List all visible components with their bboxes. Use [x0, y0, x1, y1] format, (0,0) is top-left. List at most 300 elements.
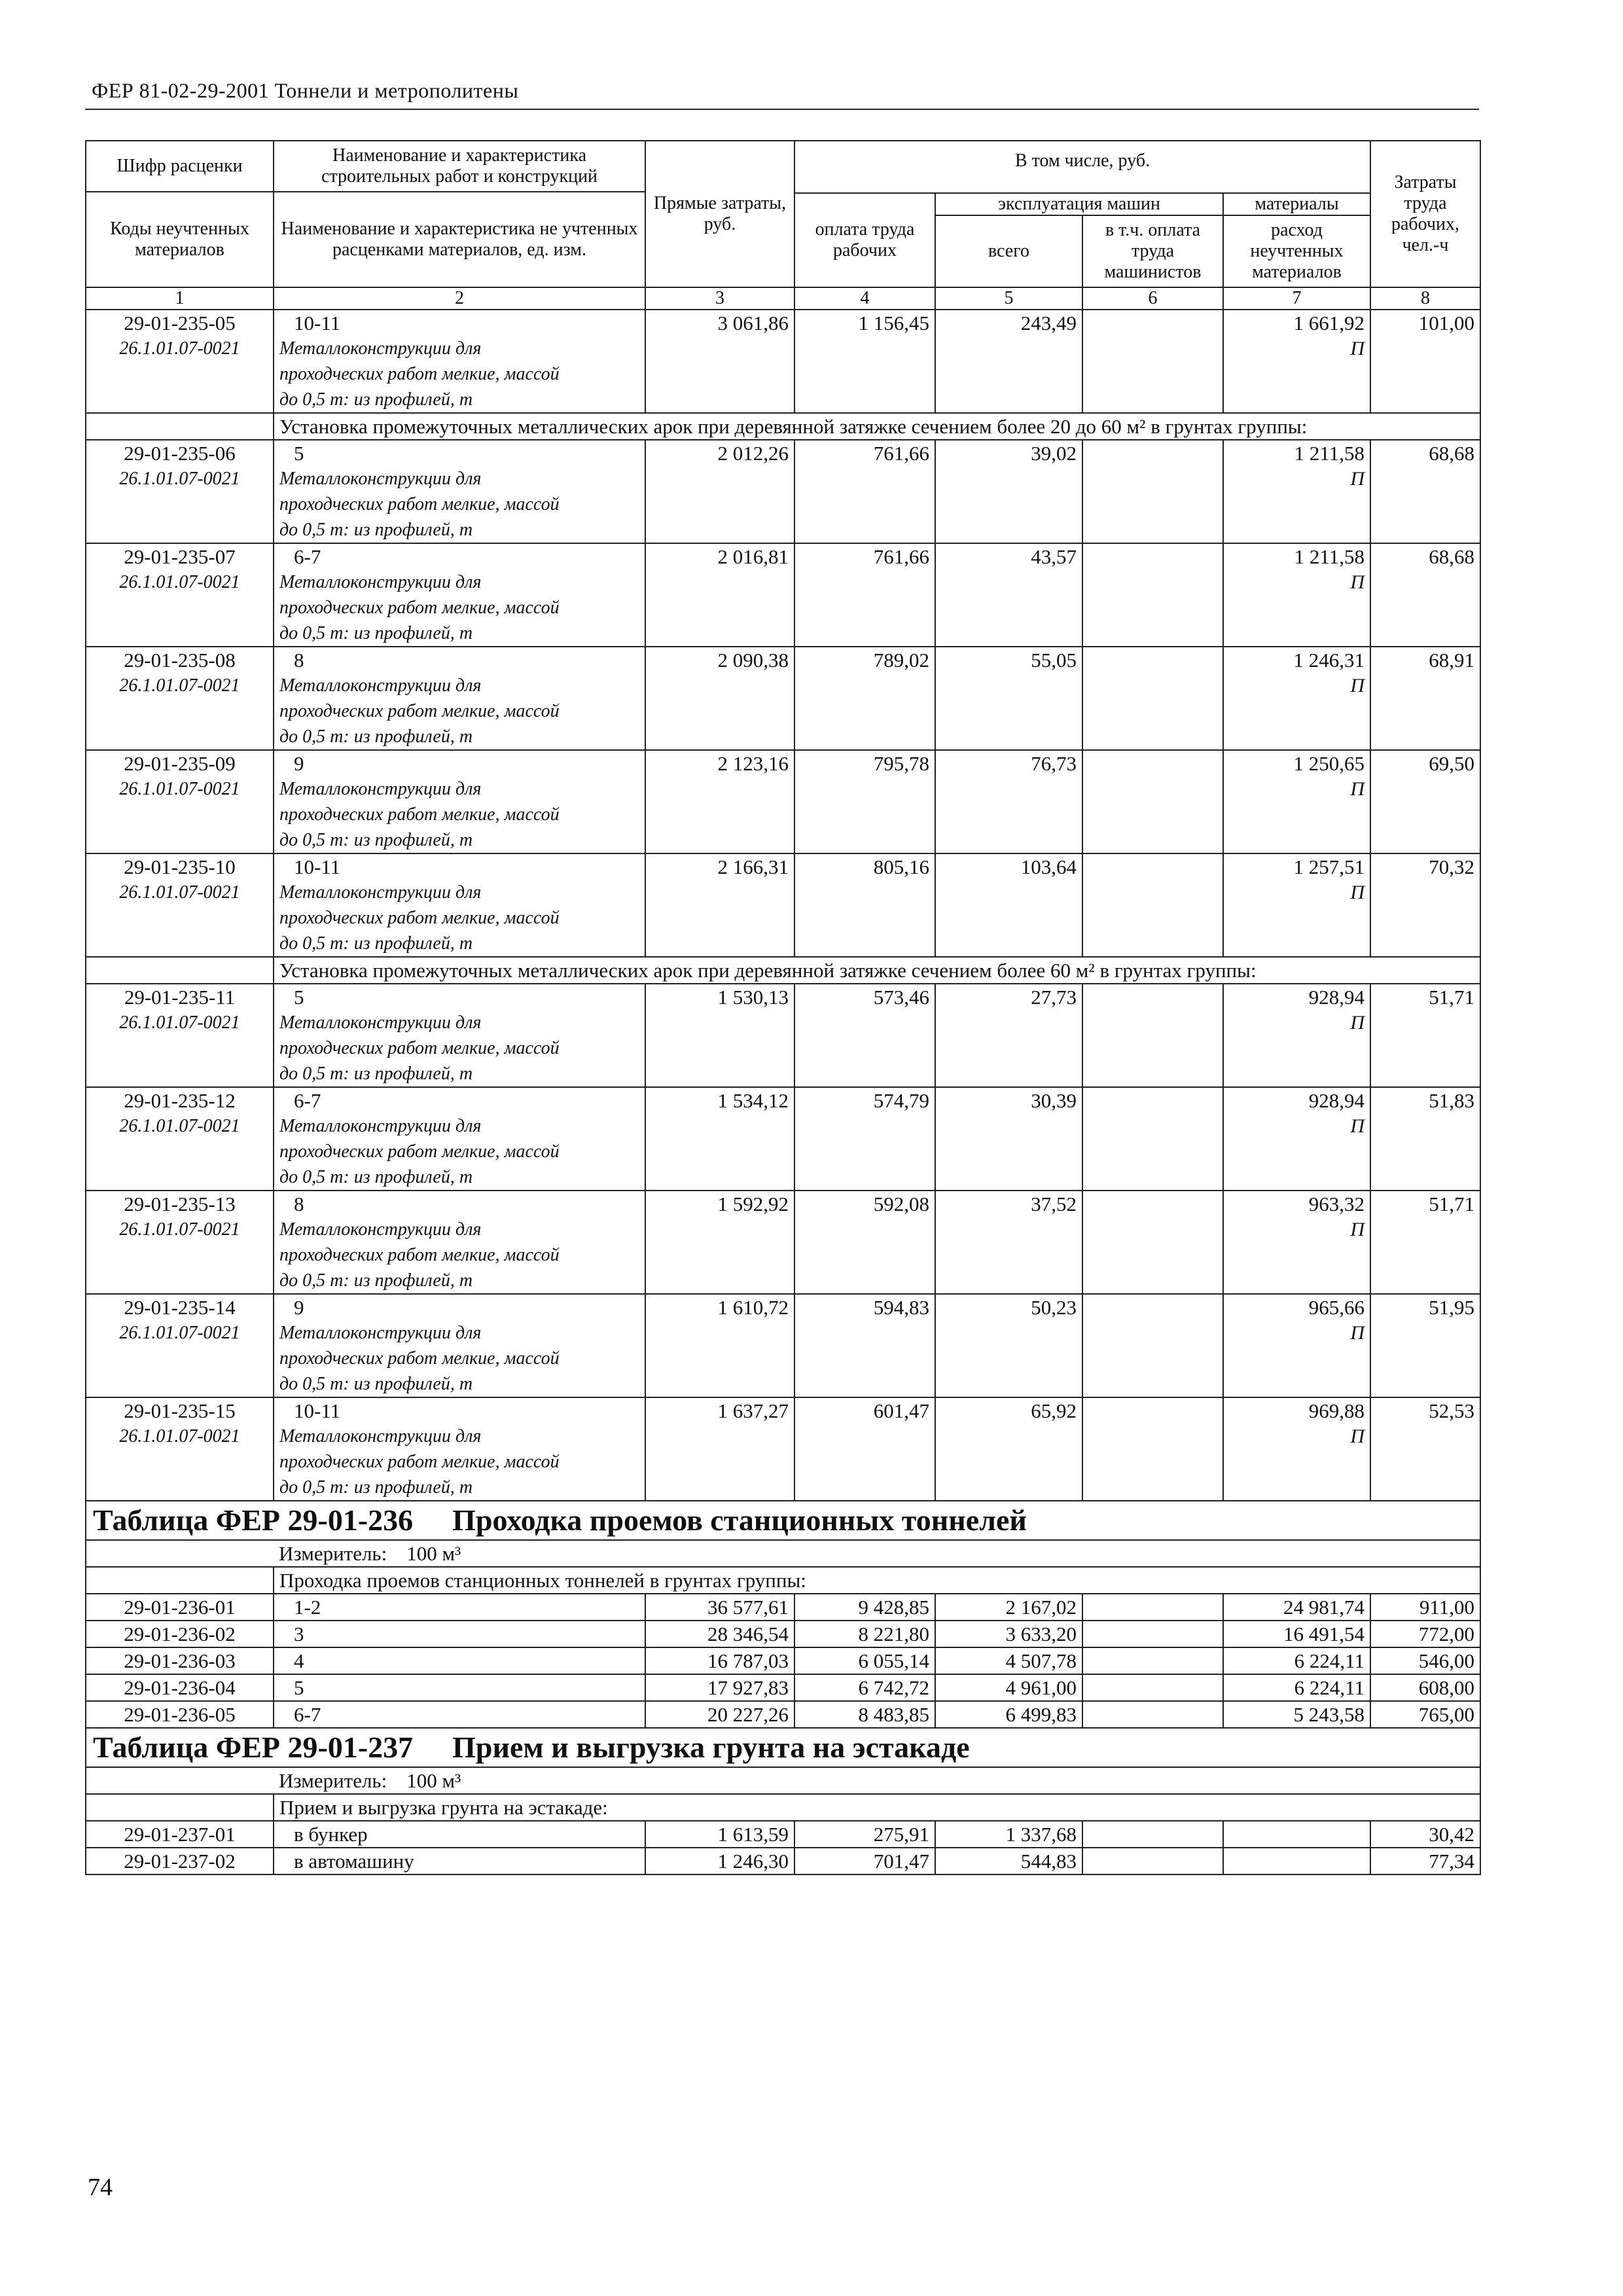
cell-hours: 68,91 [1370, 647, 1480, 750]
rate-code-cell [86, 440, 274, 543]
rates-table [85, 140, 1481, 1875]
rate-name: 4 [294, 1649, 304, 1672]
cell-direct: 1 246,30 [645, 1848, 794, 1874]
cell-mach_lab [1082, 1594, 1223, 1621]
rate-name-cell [274, 1674, 645, 1701]
cell-direct: 1 637,27 [645, 1397, 794, 1501]
rate-code-cell [86, 750, 274, 853]
cell-labor: 761,66 [794, 543, 935, 647]
cell-hours: 70,32 [1370, 853, 1480, 957]
cell-labor: 789,02 [794, 647, 935, 750]
mat-value: 16 491,54 [1283, 1623, 1365, 1645]
rate-code: 29-01-235-09 [124, 752, 236, 775]
cell-hours: 68,68 [1370, 543, 1480, 647]
col-num: 5 [935, 287, 1082, 310]
cell-mat [1223, 1594, 1370, 1621]
meter-value: 100 м³ [406, 1542, 461, 1565]
col-matcode-header: Коды неучтенных материалов [86, 192, 274, 287]
cell-mat [1223, 1621, 1370, 1647]
cell-mach: 243,49 [935, 310, 1082, 413]
col-num: 3 [645, 287, 794, 310]
cell-direct: 36 577,61 [645, 1594, 794, 1621]
section-heading: Установка промежуточных металлических арок при деревянной затяжке сечением более 60 м² в грунтах группы: [274, 957, 1480, 984]
cell-mach: 65,92 [935, 1397, 1082, 1501]
cell-direct: 2 012,26 [645, 440, 794, 543]
table-row [86, 984, 1480, 1087]
rate-code-cell [86, 543, 274, 647]
material-code: 26.1.01.07-0021 [119, 1426, 240, 1446]
cell-labor: 6 055,14 [794, 1647, 935, 1674]
col-name-header: Наименование и характеристика строительных работ и конструкций [274, 141, 645, 192]
meter-value: 100 м³ [406, 1769, 461, 1792]
material-name-line: Металлоконструкции для [279, 1116, 482, 1136]
cell-labor: 761,66 [794, 440, 935, 543]
cell-mat [1223, 1191, 1370, 1294]
rate-code-cell [86, 310, 274, 413]
cell-hours: 911,00 [1370, 1594, 1480, 1621]
rate-code: 29-01-235-06 [124, 442, 236, 465]
cell-mach: 39,02 [935, 440, 1082, 543]
cell-hours: 69,50 [1370, 750, 1480, 853]
table-row [86, 853, 1480, 957]
material-name-line: проходческих работ мелкие, массой [279, 804, 560, 825]
rate-name: 5 [294, 986, 304, 1009]
rate-name-cell [274, 310, 645, 413]
cell-mat [1223, 647, 1370, 750]
meter-cell [274, 1540, 1480, 1567]
col-num: 2 [274, 287, 645, 310]
material-name-line: Металлоконструкции для [279, 572, 482, 592]
cell-mat [1223, 1674, 1370, 1701]
material-code: 26.1.01.07-0021 [119, 469, 240, 489]
p-mark: П [1350, 675, 1365, 696]
material-name-line: проходческих работ мелкие, массой [279, 598, 560, 618]
cell-mach_lab [1082, 1087, 1223, 1191]
rate-name: 5 [294, 442, 304, 465]
material-name-line: проходческих работ мелкие, массой [279, 1245, 560, 1265]
rate-name-cell [274, 1621, 645, 1647]
cell-mach_lab [1082, 853, 1223, 957]
mat-value: 963,32 [1308, 1193, 1365, 1215]
cell-mach_lab [1082, 1397, 1223, 1501]
rate-code: 29-01-235-11 [124, 986, 236, 1009]
meter-spacer [86, 1540, 274, 1567]
col-num: 1 [86, 287, 274, 310]
rate-name-cell [274, 984, 645, 1087]
rate-name: 1-2 [294, 1596, 321, 1619]
rate-code-cell [86, 1294, 274, 1397]
section-row [86, 1794, 1480, 1821]
header-rule [85, 109, 1479, 110]
cell-labor: 8 221,80 [794, 1621, 935, 1647]
material-name-line: Металлоконструкции для [279, 338, 482, 359]
rate-code: 29-01-235-10 [124, 855, 236, 878]
cell-mach: 30,39 [935, 1087, 1082, 1191]
table-title: Прием и выгрузка грунта на эстакаде [452, 1731, 970, 1764]
cell-mach_lab [1082, 1621, 1223, 1647]
rate-code: 29-01-235-12 [124, 1089, 236, 1112]
table-title-row [86, 1728, 1480, 1767]
rate-code: 29-01-235-05 [124, 312, 236, 334]
cell-mach: 3 633,20 [935, 1621, 1082, 1647]
rate-name-cell [274, 1294, 645, 1397]
cell-labor: 8 483,85 [794, 1701, 935, 1728]
col-mat-usage-header: расход неучтенных материалов [1223, 215, 1370, 287]
cell-mach: 4 961,00 [935, 1674, 1082, 1701]
rate-code-cell [86, 1674, 274, 1701]
p-mark: П [1350, 468, 1365, 490]
cell-mach: 6 499,83 [935, 1701, 1082, 1728]
cell-direct: 2 123,16 [645, 750, 794, 853]
table-label: Таблица ФЕР 29-01-236 [93, 1503, 414, 1537]
mat-value: 1 211,58 [1294, 442, 1365, 465]
rate-code-cell [86, 1821, 274, 1848]
rate-code: 29-01-236-03 [124, 1649, 236, 1672]
mat-value: 965,66 [1308, 1296, 1365, 1319]
material-code: 26.1.01.07-0021 [119, 779, 240, 799]
material-name-line: до 0,5 т: из профилей, т [279, 1167, 473, 1187]
rate-code: 29-01-236-04 [124, 1676, 236, 1699]
rate-name-cell [274, 1397, 645, 1501]
cell-mach_lab [1082, 440, 1223, 543]
table-row [86, 1674, 1480, 1701]
material-name-line: проходческих работ мелкие, массой [279, 908, 560, 928]
rate-name-cell [274, 1191, 645, 1294]
table-row [86, 1647, 1480, 1674]
rate-code: 29-01-235-13 [124, 1193, 236, 1215]
table-row [86, 750, 1480, 853]
material-code: 26.1.01.07-0021 [119, 675, 240, 696]
cell-mach: 76,73 [935, 750, 1082, 853]
cell-labor: 805,16 [794, 853, 935, 957]
table-row [86, 1087, 1480, 1191]
col-num: 7 [1223, 287, 1370, 310]
cell-mach_lab [1082, 750, 1223, 853]
material-name-line: до 0,5 т: из профилей, т [279, 520, 473, 540]
cell-mat [1223, 1294, 1370, 1397]
cell-mat [1223, 1087, 1370, 1191]
cell-labor: 9 428,85 [794, 1594, 935, 1621]
meter-row [86, 1540, 1480, 1567]
cell-labor: 573,46 [794, 984, 935, 1087]
rate-code: 29-01-236-05 [124, 1703, 236, 1726]
cell-hours: 30,42 [1370, 1821, 1480, 1848]
cell-direct: 1 613,59 [645, 1821, 794, 1848]
table-title-cell [86, 1501, 1480, 1540]
rate-name-cell [274, 1647, 645, 1674]
cell-direct: 1 534,12 [645, 1087, 794, 1191]
cell-labor: 594,83 [794, 1294, 935, 1397]
p-mark: П [1350, 1426, 1365, 1447]
cell-labor: 701,47 [794, 1848, 935, 1874]
cell-mach_lab [1082, 1647, 1223, 1674]
rate-code-cell [86, 1701, 274, 1728]
cell-direct: 1 592,92 [645, 1191, 794, 1294]
cell-mach_lab [1082, 984, 1223, 1087]
cell-mach_lab [1082, 1821, 1223, 1848]
material-name-line: до 0,5 т: из профилей, т [279, 1477, 473, 1498]
rate-name-cell [274, 1821, 645, 1848]
col-mach-labor-header: в т.ч. оплата труда машинистов [1082, 215, 1223, 287]
cell-hours: 77,34 [1370, 1848, 1480, 1874]
mat-value: 6 224,11 [1294, 1676, 1365, 1699]
table-title: Проходка проемов станционных тоннелей [452, 1503, 1027, 1537]
rate-name-cell [274, 1594, 645, 1621]
p-mark: П [1350, 1012, 1365, 1033]
cell-direct: 1 530,13 [645, 984, 794, 1087]
material-name-line: Металлоконструкции для [279, 779, 482, 799]
rate-name: в бункер [294, 1823, 368, 1846]
rate-name-cell [274, 1701, 645, 1728]
col-matname-header: Наименование и характеристика не учтенных расценками материалов, ед. изм. [274, 192, 645, 287]
cell-mat [1223, 543, 1370, 647]
rate-name-cell [274, 853, 645, 957]
rate-code-cell [86, 1848, 274, 1874]
rate-name-cell [274, 1087, 645, 1191]
cell-mat [1223, 310, 1370, 413]
section-heading: Установка промежуточных металлических арок при деревянной затяжке сечением более 20 до 60 м² в грунтах группы: [274, 413, 1480, 440]
cell-mach_lab [1082, 1674, 1223, 1701]
section-row [86, 1567, 1480, 1594]
cell-mach: 37,52 [935, 1191, 1082, 1294]
section-spacer [86, 413, 274, 440]
cell-mat [1223, 1821, 1370, 1848]
cell-mach: 2 167,02 [935, 1594, 1082, 1621]
material-name-line: проходческих работ мелкие, массой [279, 1141, 560, 1162]
cell-labor: 795,78 [794, 750, 935, 853]
meter-spacer [86, 1767, 274, 1794]
material-name-line: до 0,5 т: из профилей, т [279, 830, 473, 850]
rate-code-cell [86, 853, 274, 957]
rate-name: 8 [294, 1193, 304, 1215]
section-heading: Прием и выгрузка грунта на эстакаде: [274, 1794, 1480, 1821]
cell-hours: 52,53 [1370, 1397, 1480, 1501]
cell-hours: 68,68 [1370, 440, 1480, 543]
rate-code-cell [86, 647, 274, 750]
p-mark: П [1350, 571, 1365, 593]
cell-hours: 51,71 [1370, 984, 1480, 1087]
material-name-line: Металлоконструкции для [279, 1219, 482, 1240]
cell-labor: 601,47 [794, 1397, 935, 1501]
cell-mach: 1 337,68 [935, 1821, 1082, 1848]
table-row [86, 1191, 1480, 1294]
material-code: 26.1.01.07-0021 [119, 338, 240, 359]
rate-name: 9 [294, 1296, 304, 1319]
cell-mach: 55,05 [935, 647, 1082, 750]
rate-name: 8 [294, 649, 304, 672]
table-row [86, 1594, 1480, 1621]
col-num: 4 [794, 287, 935, 310]
rate-name: 6-7 [294, 1089, 321, 1112]
cell-hours: 101,00 [1370, 310, 1480, 413]
cell-mach_lab [1082, 647, 1223, 750]
table-row [86, 1397, 1480, 1501]
material-name-line: проходческих работ мелкие, массой [279, 364, 560, 384]
table-title-cell [86, 1728, 1480, 1767]
cell-mach: 4 507,78 [935, 1647, 1082, 1674]
cell-mach: 43,57 [935, 543, 1082, 647]
material-name-line: проходческих работ мелкие, массой [279, 1348, 560, 1369]
cell-hours: 51,71 [1370, 1191, 1480, 1294]
material-name-line: Металлоконструкции для [279, 1426, 482, 1446]
mat-value: 1 211,58 [1294, 545, 1365, 568]
material-name-line: Металлоконструкции для [279, 675, 482, 696]
material-name-line: проходческих работ мелкие, массой [279, 1452, 560, 1472]
mat-value: 5 243,58 [1293, 1703, 1365, 1726]
cell-direct: 28 346,54 [645, 1621, 794, 1647]
mat-value: 928,94 [1308, 986, 1365, 1009]
cell-mach_lab [1082, 310, 1223, 413]
rate-code-cell [86, 1647, 274, 1674]
material-name-line: Металлоконструкции для [279, 1323, 482, 1343]
p-mark: П [1350, 338, 1365, 359]
cell-labor: 592,08 [794, 1191, 935, 1294]
cell-direct: 20 227,26 [645, 1701, 794, 1728]
rate-code: 29-01-235-15 [124, 1399, 236, 1422]
material-name-line: до 0,5 т: из профилей, т [279, 623, 473, 643]
section-heading: Проходка проемов станционных тоннелей в грунтах группы: [274, 1567, 1480, 1594]
meter-row [86, 1767, 1480, 1794]
meter-label: Измеритель: [279, 1542, 387, 1565]
rate-name: 6-7 [294, 1703, 321, 1726]
mat-value: 6 224,11 [1294, 1649, 1365, 1672]
table-row [86, 1621, 1480, 1647]
table-row [86, 1294, 1480, 1397]
col-mach-group-header: эксплуатация машин [935, 193, 1223, 215]
rate-name: 9 [294, 752, 304, 775]
cell-hours: 772,00 [1370, 1621, 1480, 1647]
cell-direct: 1 610,72 [645, 1294, 794, 1397]
cell-mat [1223, 1397, 1370, 1501]
rate-code-cell [86, 1594, 274, 1621]
rate-name-cell [274, 440, 645, 543]
cell-mach_lab [1082, 543, 1223, 647]
rate-name: 10-11 [294, 855, 341, 878]
table-row [86, 1848, 1480, 1874]
meter-cell [274, 1767, 1480, 1794]
material-name-line: до 0,5 т: из профилей, т [279, 389, 473, 410]
rate-name-cell [274, 750, 645, 853]
table-label: Таблица ФЕР 29-01-237 [93, 1731, 414, 1764]
rate-code: 29-01-237-02 [124, 1850, 236, 1873]
material-name-line: проходческих работ мелкие, массой [279, 494, 560, 514]
col-group-header: В том числе, руб. [794, 141, 1370, 193]
cell-mat [1223, 1848, 1370, 1874]
cell-mat [1223, 440, 1370, 543]
rate-name-cell [274, 543, 645, 647]
section-spacer [86, 957, 274, 984]
material-name-line: Металлоконструкции для [279, 469, 482, 489]
rate-code-cell [86, 1191, 274, 1294]
cell-mach: 544,83 [935, 1848, 1082, 1874]
col-labor-header: оплата труда рабочих [794, 193, 935, 287]
rate-name: в автомашину [294, 1850, 414, 1873]
section-row [86, 413, 1480, 440]
meter-label: Измеритель: [279, 1769, 387, 1792]
col-num: 6 [1082, 287, 1223, 310]
mat-value: 928,94 [1308, 1089, 1365, 1112]
running-header: ФЕР 81-02-29-2001 Тоннели и метрополитены [92, 79, 519, 102]
material-name-line: до 0,5 т: из профилей, т [279, 1064, 473, 1084]
material-code: 26.1.01.07-0021 [119, 572, 240, 592]
rate-name: 5 [294, 1676, 304, 1699]
col-mach-total-header: всего [935, 215, 1082, 287]
material-name-line: проходческих работ мелкие, массой [279, 701, 560, 721]
col-hours-header: Затраты труда рабочих, чел.-ч [1370, 141, 1480, 287]
table-row [86, 1821, 1480, 1848]
cell-mat [1223, 750, 1370, 853]
material-name-line: проходческих работ мелкие, массой [279, 1038, 560, 1058]
table-row [86, 1701, 1480, 1728]
cell-mach_lab [1082, 1294, 1223, 1397]
rate-code: 29-01-236-01 [124, 1596, 236, 1619]
cell-labor: 6 742,72 [794, 1674, 935, 1701]
rate-name: 6-7 [294, 545, 321, 568]
table-row [86, 647, 1480, 750]
cell-mat [1223, 1647, 1370, 1674]
cell-mat [1223, 1701, 1370, 1728]
page-number: 74 [88, 2174, 113, 2201]
material-name-line: до 0,5 т: из профилей, т [279, 1270, 473, 1291]
col-mat-group-header: материалы [1223, 193, 1370, 215]
cell-hours: 765,00 [1370, 1701, 1480, 1728]
table-row [86, 543, 1480, 647]
cell-mach: 103,64 [935, 853, 1082, 957]
mat-value: 1 250,65 [1293, 752, 1365, 775]
col-code-header: Шифр расценки [86, 141, 274, 192]
material-name-line: до 0,5 т: из профилей, т [279, 1374, 473, 1394]
cell-direct: 3 061,86 [645, 310, 794, 413]
cell-direct: 2 016,81 [645, 543, 794, 647]
cell-hours: 51,95 [1370, 1294, 1480, 1397]
rate-code: 29-01-237-01 [124, 1823, 236, 1846]
p-mark: П [1350, 1219, 1365, 1240]
mat-value: 969,88 [1308, 1399, 1365, 1422]
cell-mach_lab [1082, 1191, 1223, 1294]
material-code: 26.1.01.07-0021 [119, 1219, 240, 1240]
section-spacer [86, 1794, 274, 1821]
rate-name: 3 [294, 1623, 304, 1645]
cell-hours: 51,83 [1370, 1087, 1480, 1191]
table-row [86, 440, 1480, 543]
rate-name-cell [274, 1848, 645, 1874]
rate-code-cell [86, 1087, 274, 1191]
cell-mach: 50,23 [935, 1294, 1082, 1397]
p-mark: П [1350, 1322, 1365, 1344]
rate-name: 10-11 [294, 1399, 341, 1422]
rate-code: 29-01-235-14 [124, 1296, 236, 1319]
cell-direct: 2 090,38 [645, 647, 794, 750]
mat-value: 1 246,31 [1293, 649, 1365, 672]
cell-direct: 16 787,03 [645, 1647, 794, 1674]
table-row [86, 310, 1480, 413]
mat-value: 24 981,74 [1283, 1596, 1365, 1619]
rate-code-cell [86, 1621, 274, 1647]
material-name-line: Металлоконструкции для [279, 1013, 482, 1033]
material-code: 26.1.01.07-0021 [119, 1116, 240, 1136]
material-name-line: Металлоконструкции для [279, 882, 482, 903]
col-direct-header: Прямые затраты, руб. [645, 141, 794, 287]
material-name-line: до 0,5 т: из профилей, т [279, 933, 473, 954]
cell-mat [1223, 984, 1370, 1087]
cell-mach_lab [1082, 1848, 1223, 1874]
p-mark: П [1350, 778, 1365, 800]
rate-code-cell [86, 1397, 274, 1501]
material-code: 26.1.01.07-0021 [119, 1323, 240, 1343]
rate-name-cell [274, 647, 645, 750]
mat-value: 1 661,92 [1293, 312, 1365, 334]
cell-labor: 1 156,45 [794, 310, 935, 413]
